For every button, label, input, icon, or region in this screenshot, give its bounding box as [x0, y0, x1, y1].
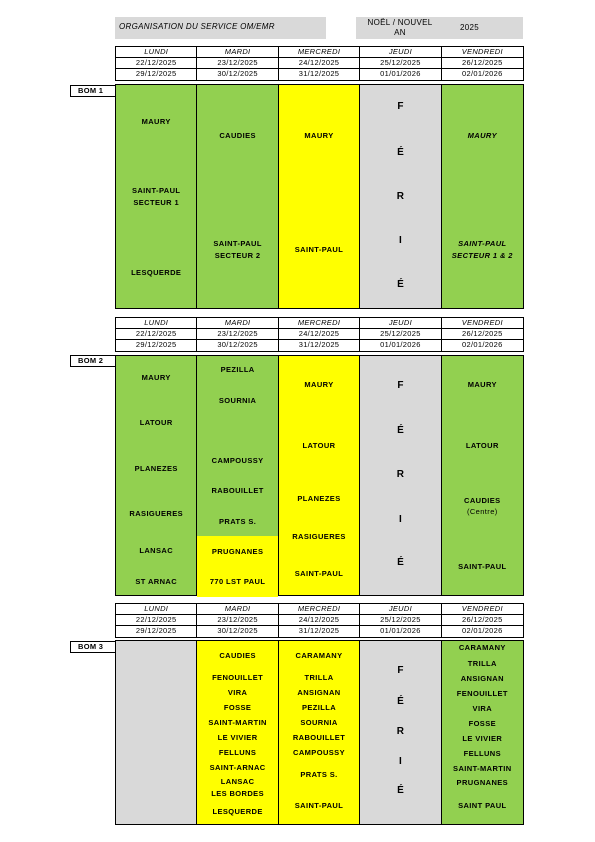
date-cell: 25/12/2025 [360, 58, 441, 68]
day-tuesday: MARDI [197, 47, 278, 57]
commune-cell: CAMPOUSSY [293, 748, 345, 757]
commune-cell: LESQUERDE [131, 268, 182, 277]
date-cell: 29/12/2025 [116, 69, 197, 80]
commune-cell: FELLUNS [218, 748, 257, 757]
date-cell: 26/12/2025 [462, 329, 503, 338]
commune-cell: LANSAC [139, 546, 174, 555]
date-cell: 02/01/2026 [462, 626, 503, 635]
bom3-wednesday [279, 641, 360, 824]
day-tuesday: MARDI [197, 318, 278, 328]
bom2-schedule [115, 355, 524, 596]
bom2-thursday-holiday [360, 356, 441, 595]
commune-cell: FOSSE [468, 719, 497, 728]
day-monday: LUNDI [116, 47, 197, 57]
commune-cell: LESQUERDE [212, 807, 263, 816]
day-thursday: JEUDI [360, 47, 441, 57]
bom2-friday [442, 356, 523, 595]
commune-cell: MAURY [141, 117, 171, 126]
commune-cell: TRILLA [467, 659, 497, 668]
bom1-date-header [115, 46, 524, 81]
commune-cell: (Centre) [466, 507, 498, 516]
ferie-letter: É [397, 279, 404, 290]
commune-cell: SAINT PAUL [458, 801, 507, 810]
date-cell: 22/12/2025 [116, 329, 197, 339]
ferie-letter: É [397, 557, 404, 568]
date-cell: 24/12/2025 [279, 329, 360, 339]
commune-cell: SOURNIA [300, 718, 338, 727]
ferie-letter: É [397, 147, 404, 158]
ferie-letter: É [397, 696, 404, 707]
ferie-letter: F [397, 380, 404, 391]
commune-cell: TRILLA [304, 673, 334, 682]
commune-cell: VIRA [472, 704, 493, 713]
commune-cell: RASIGUERES [292, 532, 346, 541]
commune-cell: FELLUNS [463, 749, 502, 758]
bom2-monday [116, 356, 197, 595]
ferie-letter: F [397, 101, 404, 112]
date-cell: 31/12/2025 [279, 626, 360, 637]
day-friday: VENDREDI [461, 47, 503, 56]
commune-cell: LATOUR [302, 441, 336, 450]
ferie-letter: R [396, 726, 405, 737]
commune-cell: PEZILLA [301, 703, 337, 712]
commune-cell: SECTEUR 1 [133, 198, 180, 207]
commune-cell: SAINT-PAUL [458, 562, 507, 571]
commune-cell: SECTEUR 2 [214, 251, 261, 260]
date-cell: 26/12/2025 [462, 58, 503, 67]
day-thursday: JEUDI [360, 318, 441, 328]
day-wednesday: MERCREDI [279, 47, 360, 57]
date-cell: 25/12/2025 [360, 329, 441, 339]
bom1-friday [442, 85, 523, 308]
commune-cell: CAUDIES [464, 496, 501, 505]
commune-cell: SAINT-PAUL [294, 245, 344, 254]
period-box [356, 17, 523, 39]
period-year: 2025 [460, 23, 479, 32]
tuesday-yellow-block [197, 536, 277, 597]
commune-cell: ANSIGNAN [297, 688, 341, 697]
bom1-schedule [115, 84, 524, 309]
page-title: ORGANISATION DU SERVICE OM/EMR [115, 17, 326, 39]
commune-cell: MAURY [467, 131, 497, 140]
bom2-label: BOM 2 [70, 355, 116, 367]
date-cell: 30/12/2025 [197, 626, 278, 637]
commune-cell: FENOUILLET [212, 673, 264, 682]
commune-cell: SAINT-MARTIN [453, 764, 512, 773]
date-cell: 24/12/2025 [279, 615, 360, 625]
ferie-letter: R [396, 469, 405, 480]
commune-cell: SECTEUR 1 & 2 [451, 251, 513, 260]
day-wednesday: MERCREDI [279, 318, 360, 328]
day-thursday: JEUDI [360, 604, 441, 614]
date-cell: 01/01/2026 [360, 626, 441, 637]
commune-cell: SAINT-PAUL [458, 239, 507, 248]
commune-cell: CARAMANY [295, 651, 343, 660]
bom1-tuesday [197, 85, 278, 308]
commune-cell: CARAMANY [458, 643, 506, 652]
commune-cell: LATOUR [139, 418, 173, 427]
period-label [360, 18, 440, 38]
day-friday: VENDREDI [461, 318, 503, 327]
commune-cell: MAURY [304, 131, 334, 140]
commune-cell: RABOUILLET [211, 486, 264, 495]
day-wednesday: MERCREDI [279, 604, 360, 614]
commune-cell: LES BORDES [211, 789, 264, 798]
ferie-letter: I [399, 235, 402, 246]
date-cell: 23/12/2025 [197, 58, 278, 68]
commune-cell: PEZILLA [220, 365, 255, 374]
commune-cell: LANSAC [220, 777, 255, 786]
bom3-label: BOM 3 [70, 641, 116, 653]
commune-cell: SAINT-ARNAC [209, 763, 266, 772]
bom2-tuesday [197, 356, 278, 595]
ferie-letter: I [399, 514, 402, 525]
date-cell: 30/12/2025 [197, 69, 278, 80]
date-cell: 01/01/2026 [360, 340, 441, 351]
commune-cell: RASIGUERES [129, 509, 183, 518]
commune-cell: LE VIVIER [217, 733, 258, 742]
commune-cell: PRUGNANES [211, 547, 264, 556]
commune-cell: VIRA [227, 688, 248, 697]
date-cell: 29/12/2025 [116, 340, 197, 351]
ferie-letter: É [397, 785, 404, 796]
bom1-label: BOM 1 [70, 85, 116, 97]
date-cell: 01/01/2026 [360, 69, 441, 80]
commune-cell: PLANEZES [297, 494, 341, 503]
commune-cell: RABOUILLET [292, 733, 346, 742]
commune-cell: SAINT-PAUL [131, 186, 181, 195]
commune-cell: ST ARNAC [135, 577, 178, 586]
commune-cell: MAURY [141, 373, 171, 382]
ferie-letter: F [397, 665, 404, 676]
commune-cell: 770 LST PAUL [209, 577, 266, 586]
commune-cell: LATOUR [465, 441, 499, 450]
commune-cell: SAINT-PAUL [294, 801, 344, 810]
commune-cell: SAINT-PAUL [294, 569, 344, 578]
bom1-monday [116, 85, 197, 308]
bom2-date-header [115, 317, 524, 352]
ferie-letter: I [399, 756, 402, 767]
bom1-wednesday [279, 85, 360, 308]
ferie-letter: É [397, 425, 404, 436]
commune-cell: ANSIGNAN [460, 674, 504, 683]
commune-cell: PRUGNANES [456, 778, 509, 787]
date-cell: 24/12/2025 [279, 58, 360, 68]
commune-cell: MAURY [304, 380, 334, 389]
commune-cell: SAINT-PAUL [213, 239, 262, 248]
commune-cell: FENOUILLET [456, 689, 508, 698]
commune-cell: CAMPOUSSY [211, 456, 264, 465]
period-line1: NOËL / NOUVEL [367, 18, 433, 27]
date-cell: 30/12/2025 [197, 340, 278, 351]
bom1-thursday-holiday [360, 85, 441, 308]
bom3-friday [442, 641, 523, 824]
bom3-tuesday [197, 641, 278, 824]
date-cell: 23/12/2025 [197, 329, 278, 339]
commune-cell: SAINT-MARTIN [208, 718, 267, 727]
date-cell: 23/12/2025 [197, 615, 278, 625]
commune-cell: PLANEZES [134, 464, 178, 473]
date-cell: 22/12/2025 [116, 58, 197, 68]
commune-cell: FOSSE [223, 703, 252, 712]
date-cell: 31/12/2025 [279, 340, 360, 351]
bom2-wednesday [279, 356, 360, 595]
commune-cell: LE VIVIER [462, 734, 503, 743]
date-cell: 29/12/2025 [116, 626, 197, 637]
date-cell: 26/12/2025 [462, 615, 503, 624]
day-monday: LUNDI [116, 604, 197, 614]
commune-cell: SOURNIA [218, 396, 257, 405]
day-friday: VENDREDI [461, 604, 503, 613]
commune-cell: CAUDIES [219, 131, 256, 140]
bom3-date-header [115, 603, 524, 638]
date-cell: 22/12/2025 [116, 615, 197, 625]
commune-cell: CAUDIES [219, 651, 256, 660]
commune-cell: PRATS S. [218, 517, 257, 526]
bom3-thursday-holiday [360, 641, 441, 824]
date-cell: 25/12/2025 [360, 615, 441, 625]
commune-cell: MAURY [467, 380, 497, 389]
day-monday: LUNDI [116, 318, 197, 328]
ferie-letter: R [396, 191, 405, 202]
date-cell: 02/01/2026 [462, 340, 503, 349]
period-line2: AN [394, 28, 406, 37]
day-tuesday: MARDI [197, 604, 278, 614]
date-cell: 31/12/2025 [279, 69, 360, 80]
date-cell: 02/01/2026 [462, 69, 503, 78]
bom3-monday-empty [116, 641, 197, 824]
commune-cell: PRATS S. [300, 770, 338, 779]
bom3-schedule [115, 640, 524, 825]
